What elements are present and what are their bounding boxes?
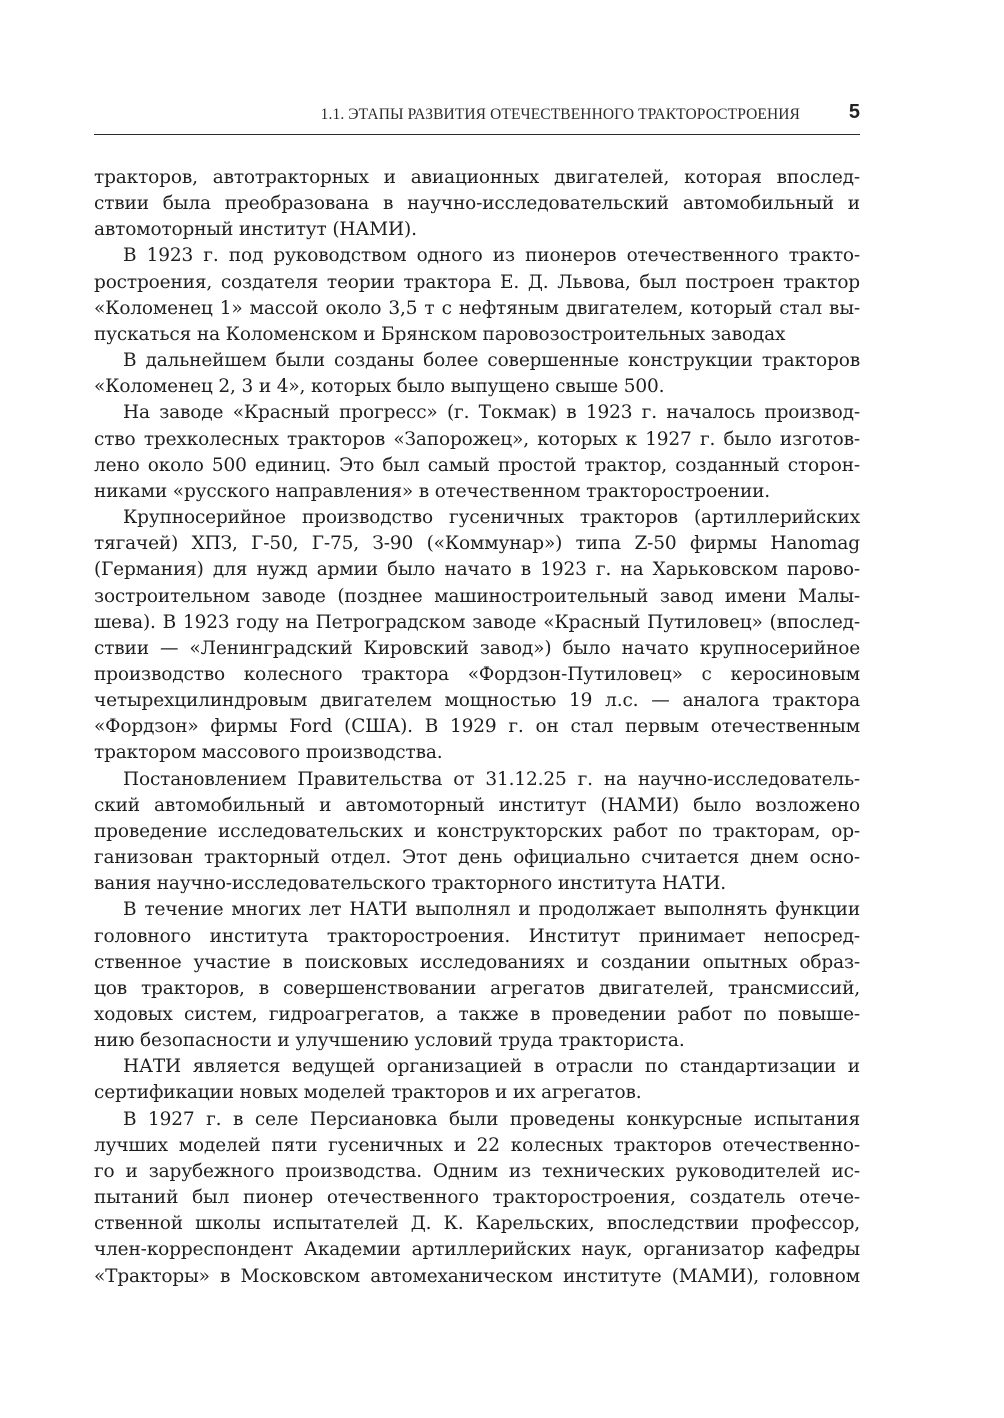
text-line: ходовых систем, гидроагрегатов, а также в проведении работ по повыше- xyxy=(94,1004,860,1025)
text-line: В дальнейшем были созданы более совершенные конструкции тракторов xyxy=(123,350,860,372)
text-line: го и зарубежного производства. Одним из технических руководителей ис- xyxy=(94,1160,860,1182)
text-line: головного института тракторостроения. Институт принимает непосред- xyxy=(94,925,860,947)
text-line: пытаний был пионер отечественного тракторостроения, создатель отече- xyxy=(94,1187,860,1209)
text-line: производство колесного трактора «Фордзон-Путиловец» с керосиновым xyxy=(94,663,860,685)
text-line: В 1927 г. в селе Персиановка были проведены конкурсные испытания xyxy=(123,1108,860,1130)
text-line: НАТИ является ведущей организацией в отрасли по стандартизации и xyxy=(123,1056,860,1078)
text-line: вания научно-исследовательского тракторного института НАТИ. xyxy=(94,873,726,895)
text-line: «Коломенец 1» массой около 3,5 т с нефтяным двигателем, который стал вы- xyxy=(94,297,860,319)
body-text xyxy=(94,165,860,1290)
text-line: В 1923 г. под руководством одного из пионеров отечественного тракто- xyxy=(123,245,860,267)
text-line: ский автомобильный и автомоторный институт (НАМИ) было возложено xyxy=(94,794,860,816)
running-header xyxy=(94,98,860,135)
text-line: четырехцилиндровым двигателем мощностью 19 л.с. — аналога трактора xyxy=(94,690,860,712)
text-line: ствии была преобразована в научно-исследовательский автомобильный и xyxy=(94,193,860,215)
text-line: «Коломенец 2, 3 и 4», которых было выпущено свыше 500. xyxy=(94,376,665,398)
text-line: ростроения, создателя теории трактора Е. Д. Львова, был построен трактор xyxy=(94,271,860,293)
page-number: 5 xyxy=(848,101,860,123)
text-line: шева). В 1923 году на Петроградском заводе «Красный Путиловец» (впослед- xyxy=(94,611,860,633)
text-line: трактором массового производства. xyxy=(94,742,443,764)
text-line: ство трехколесных тракторов «Запорожец», которых к 1927 г. было изготов- xyxy=(94,428,860,450)
text-line: пускаться на Коломенском и Брянском паровозостроительных заводах xyxy=(94,323,786,345)
text-line: никами «русского направления» в отечественном тракторостроении. xyxy=(94,480,771,502)
text-line: ственной школы испытателей Д. К. Карельских, впоследствии профессор, xyxy=(94,1213,860,1235)
text-line: Постановлением Правительства от 31.12.25 г. на научно-исследователь- xyxy=(123,768,860,790)
text-line: ствии — «Ленинградский Кировский завод») было начато крупносерийное xyxy=(94,637,860,659)
text-line: автомоторный институт (НАМИ). xyxy=(94,219,417,241)
text-line: цов тракторов, в совершенствовании агрегатов двигателей, трансмиссий, xyxy=(94,977,860,999)
text-line: лучших моделей пяти гусеничных и 22 колесных тракторов отечественно- xyxy=(94,1134,860,1156)
text-line: На заводе «Красный прогресс» (г. Токмак) в 1923 г. началось производ- xyxy=(123,402,860,424)
text-line: (Германия) для нужд армии было начато в 1923 г. на Харьковском парово- xyxy=(94,559,860,581)
text-line: сертификации новых моделей тракторов и их агрегатов. xyxy=(94,1082,642,1104)
text-line: ганизован тракторный отдел. Этот день официально считается днем осно- xyxy=(94,847,860,869)
text-line: «Тракторы» в Московском автомеханическом институте (МАМИ), головном xyxy=(94,1265,860,1287)
text-line: Крупносерийное производство гусеничных тракторов (артиллерийских xyxy=(123,507,860,529)
text-line: лено около 500 единиц. Это был самый простой трактор, созданный сторон- xyxy=(94,454,860,476)
text-line: тракторов, автотракторных и авиационных двигателей, которая впослед- xyxy=(94,167,860,188)
text-line: зостроительном заводе (позднее машиностроительный завод имени Малы- xyxy=(94,585,860,607)
text-line: проведение исследовательских и конструкторских работ по тракторам, ор- xyxy=(94,820,860,842)
text-line: член-корреспондент Академии артиллерийских наук, организатор кафедры xyxy=(94,1239,860,1261)
text-line: ственное участие в поисковых исследованиях и создании опытных образ- xyxy=(94,951,860,973)
text-line: «Фордзон» фирмы Ford (США). В 1929 г. он стал первым отечественным xyxy=(94,716,860,738)
running-title: 1.1. ЭТАПЫ РАЗВИТИЯ ОТЕЧЕСТВЕННОГО ТРАКТОРОСТРОЕНИЯ xyxy=(320,106,800,123)
text-line: нию безопасности и улучшению условий труда тракториста. xyxy=(94,1030,685,1052)
text-line: В течение многих лет НАТИ выполнял и продолжает выполнять функции xyxy=(123,899,860,921)
text-line: тягачей) ХПЗ, Г-50, Г-75, З-90 («Коммунар») типа Z-50 фирмы Hanomag xyxy=(94,533,860,555)
